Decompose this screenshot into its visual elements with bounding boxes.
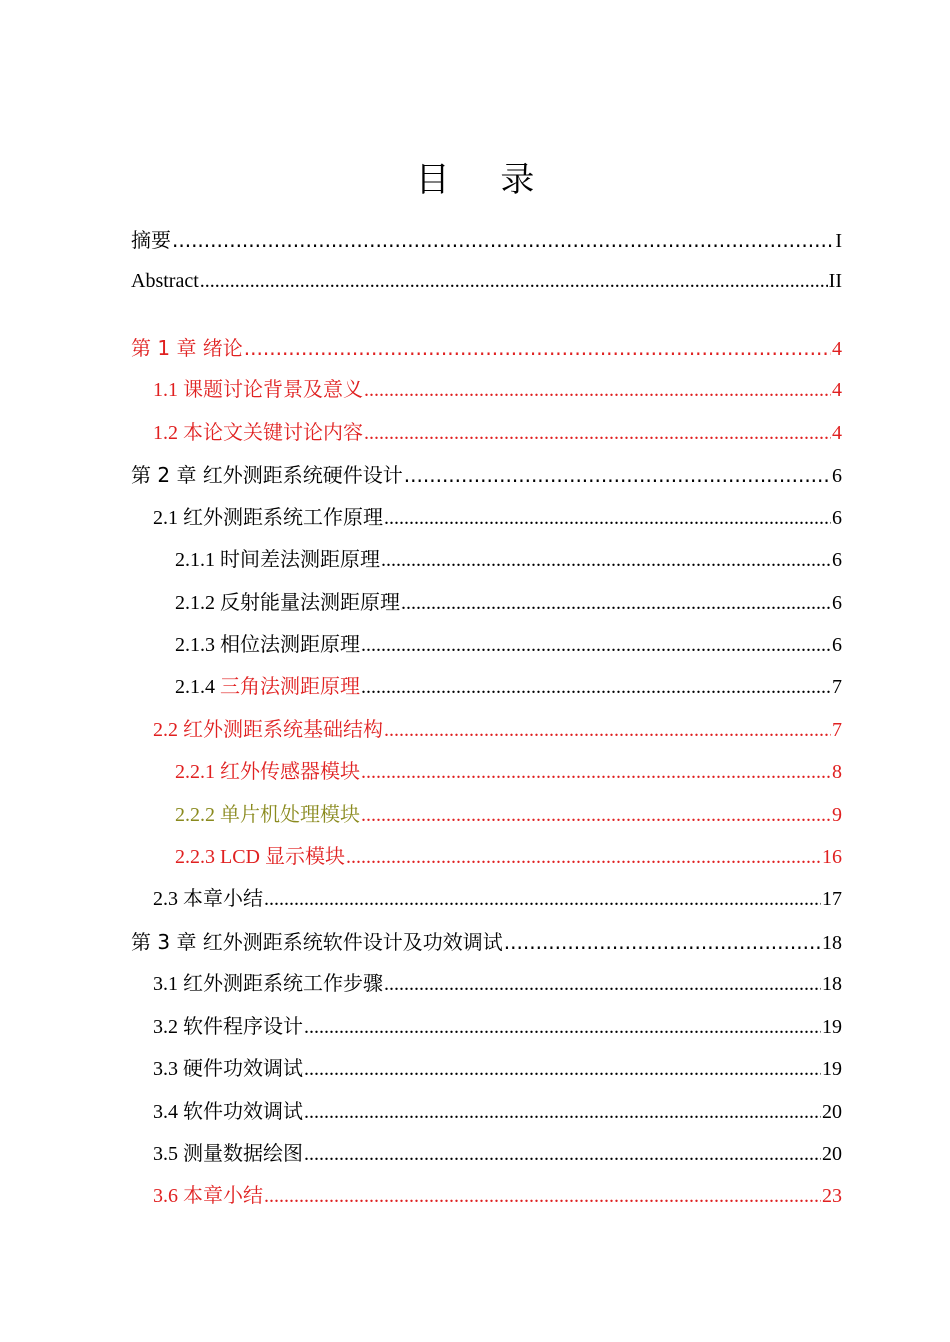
toc-page-number: 6 bbox=[832, 549, 842, 571]
toc-entry-label: 3.5 测量数据绘图 bbox=[153, 1143, 303, 1165]
toc-entry-3-4[interactable] bbox=[153, 1097, 842, 1127]
toc-page-number: II bbox=[828, 270, 842, 292]
toc-page-number: 6 bbox=[832, 507, 842, 529]
toc-leader bbox=[384, 715, 831, 745]
toc-entry-abstract-cn[interactable] bbox=[131, 225, 842, 255]
page-title: 目 录 bbox=[415, 160, 555, 200]
toc-entry-label: 3.4 软件功效调试 bbox=[153, 1101, 303, 1123]
toc-page-number: 16 bbox=[822, 846, 842, 868]
toc-leader bbox=[304, 1012, 821, 1042]
toc-leader bbox=[244, 333, 831, 363]
toc-page-number: 9 bbox=[832, 804, 842, 826]
toc-entry-number: 2.1.4 bbox=[175, 676, 220, 698]
toc-entry-2-1-3[interactable] bbox=[175, 630, 842, 660]
toc-page-number: 17 bbox=[822, 888, 842, 910]
toc-leader bbox=[361, 672, 831, 702]
toc-entry-2-3[interactable] bbox=[153, 884, 842, 914]
toc-entry-label: 2.1.1 时间差法测距原理 bbox=[175, 549, 380, 571]
toc-entry-1-2[interactable] bbox=[153, 418, 842, 448]
toc-entry-label: 3.3 硬件功效调试 bbox=[153, 1058, 303, 1080]
toc-page-number: 20 bbox=[822, 1101, 842, 1123]
toc-entry-label: 第 2 章 红外测距系统硬件设计 bbox=[131, 463, 403, 487]
toc-entry-label: 2.1.3 相位法测距原理 bbox=[175, 634, 360, 656]
toc-entry-label: 第 1 章 绪论 bbox=[131, 336, 243, 360]
toc-page-number: 4 bbox=[832, 422, 842, 444]
toc-leader bbox=[381, 545, 831, 575]
toc-page-number: 19 bbox=[822, 1016, 842, 1038]
toc-entry-label: 2.1 红外测距系统工作原理 bbox=[153, 507, 383, 529]
toc-entry-2-1-1[interactable] bbox=[175, 545, 842, 575]
toc-entry-label: 1.1 课题讨论背景及意义 bbox=[153, 379, 363, 401]
toc-leader bbox=[364, 418, 831, 448]
toc-page-number: 20 bbox=[822, 1143, 842, 1165]
toc-leader bbox=[504, 927, 821, 957]
toc-entry-label: 2.2.1 红外传感器模块 bbox=[175, 761, 360, 783]
toc-entry-2-1-4[interactable] bbox=[175, 672, 842, 702]
toc-page-number: 6 bbox=[832, 634, 842, 656]
toc-page-number: 4 bbox=[832, 379, 842, 401]
toc-page-number: 8 bbox=[832, 761, 842, 783]
toc-page-number: 7 bbox=[832, 676, 842, 698]
toc-entry-label: 摘要 bbox=[131, 228, 171, 252]
toc-entry-2-2-3[interactable] bbox=[175, 842, 842, 872]
toc-entry-label bbox=[175, 672, 360, 702]
toc-leader bbox=[404, 460, 831, 490]
toc-leader bbox=[361, 630, 831, 660]
toc-page-number: 18 bbox=[822, 973, 842, 995]
toc-page-number: 18 bbox=[822, 932, 842, 954]
toc-entry-2-2-2[interactable] bbox=[175, 800, 842, 830]
toc-page-number: 23 bbox=[822, 1185, 842, 1207]
toc-entry-label: 3.1 红外测距系统工作步骤 bbox=[153, 973, 383, 995]
toc-entry-label: 2.2.3 LCD 显示模块 bbox=[175, 846, 345, 868]
toc-leader bbox=[264, 884, 821, 914]
toc-page-number: 4 bbox=[832, 338, 842, 360]
toc-entry-3-1[interactable] bbox=[153, 969, 842, 999]
toc-leader bbox=[304, 1097, 821, 1127]
toc-entry-2-1-2[interactable] bbox=[175, 588, 842, 618]
toc-entry-label: 2.3 本章小结 bbox=[153, 888, 263, 910]
toc-leader bbox=[172, 225, 834, 255]
toc-entry-label: Abstract bbox=[131, 270, 199, 292]
toc-entry-3-3[interactable] bbox=[153, 1054, 842, 1084]
toc-entry-chapter-2[interactable] bbox=[131, 460, 842, 490]
toc-page-number: 6 bbox=[832, 592, 842, 614]
toc-entry-label: 1.2 本论文关键讨论内容 bbox=[153, 422, 363, 444]
toc-entry-2-2-1[interactable] bbox=[175, 757, 842, 787]
toc-entry-3-2[interactable] bbox=[153, 1012, 842, 1042]
toc-entry-3-6[interactable] bbox=[153, 1181, 842, 1211]
toc-leader bbox=[304, 1054, 821, 1084]
toc-entry-label: 2.1.2 反射能量法测距原理 bbox=[175, 592, 400, 614]
toc-leader bbox=[384, 503, 831, 533]
toc-leader bbox=[304, 1139, 821, 1169]
toc-entry-label: 2.2.2 单片机处理模块 bbox=[175, 804, 360, 826]
toc-entry-2-1[interactable] bbox=[153, 503, 842, 533]
toc-leader bbox=[346, 842, 821, 872]
toc-entry-title: 三角法测距原理 bbox=[220, 676, 360, 698]
toc-page-number: I bbox=[835, 230, 842, 252]
toc-entry-chapter-3[interactable] bbox=[131, 927, 842, 957]
toc-entry-1-1[interactable] bbox=[153, 375, 842, 405]
toc-leader bbox=[200, 266, 828, 296]
toc-entry-label: 第 3 章 红外测距系统软件设计及功效调试 bbox=[131, 930, 503, 954]
toc-entry-label: 3.2 软件程序设计 bbox=[153, 1016, 303, 1038]
toc-page-number: 6 bbox=[832, 465, 842, 487]
toc-entry-label: 2.2 红外测距系统基础结构 bbox=[153, 719, 383, 741]
toc-page-number: 7 bbox=[832, 719, 842, 741]
toc-leader bbox=[384, 969, 821, 999]
toc-entry-2-2[interactable] bbox=[153, 715, 842, 745]
toc-entry-3-5[interactable] bbox=[153, 1139, 842, 1169]
toc-entry-chapter-1[interactable] bbox=[131, 333, 842, 363]
toc-leader bbox=[361, 757, 831, 787]
toc-entry-label: 3.6 本章小结 bbox=[153, 1185, 263, 1207]
toc-leader bbox=[361, 800, 831, 830]
toc-entry-abstract-en[interactable] bbox=[131, 266, 842, 296]
toc-page-number: 19 bbox=[822, 1058, 842, 1080]
toc-leader bbox=[364, 375, 831, 405]
toc-leader bbox=[401, 588, 831, 618]
toc-leader bbox=[264, 1181, 821, 1211]
